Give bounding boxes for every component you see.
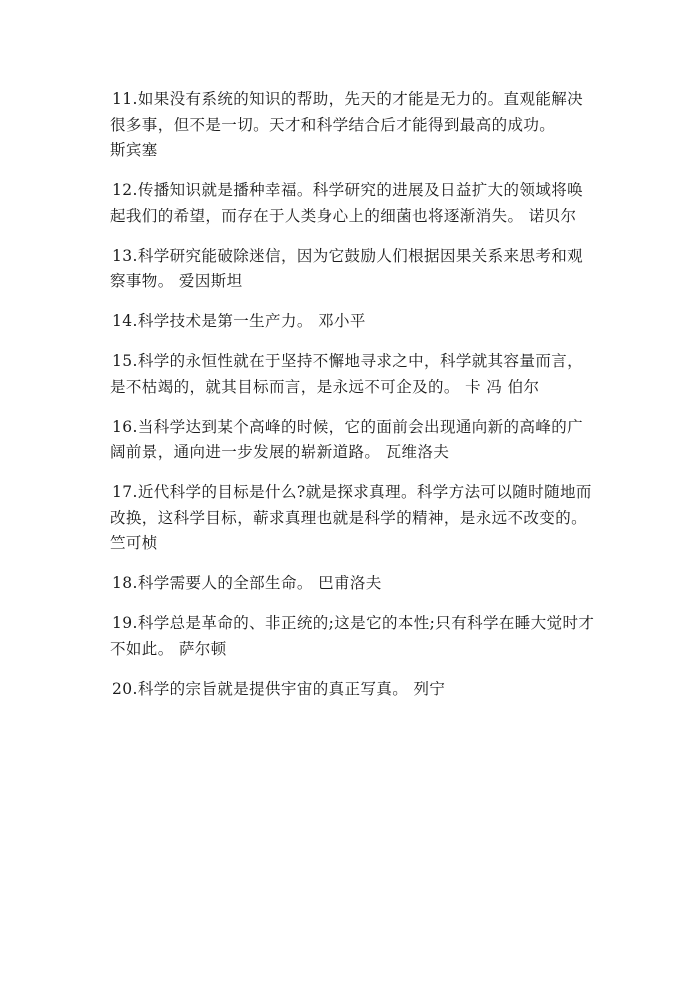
quote-item [110, 178, 595, 229]
quote-number: 18. [112, 574, 138, 592]
quote-author: 瓦维洛夫 [380, 443, 450, 461]
quote-item [110, 611, 595, 662]
quote-number: 12. [112, 181, 138, 199]
quote-author: 斯宾塞 [110, 141, 158, 159]
quote-text: 科学总是革命的、非正统的;这是它的本性;只有科学在睡大觉时才不如此。 [110, 614, 595, 658]
quote-number: 20. [112, 679, 138, 698]
quote-item [110, 415, 595, 466]
quote-author: 竺可桢 [110, 534, 158, 552]
quote-number: 17. [112, 483, 138, 501]
quote-text: 传播知识就是播种幸福。科学研究的进展及日益扩大的领域将唤起我们的希望，而存在于人类身心上的细菌也将逐渐消失。 [110, 181, 584, 225]
quote-author: 萨尔顿 [173, 639, 227, 658]
quote-number: 15. [112, 352, 138, 370]
quote-number: 11. [112, 90, 138, 108]
quote-text: 科学技术是第一生产力。 [137, 312, 313, 330]
quote-item [110, 349, 595, 400]
quote-author: 巴甫洛夫 [312, 574, 382, 592]
quote-author: 诺贝尔 [523, 206, 577, 225]
quote-author: 邓小平 [312, 312, 366, 330]
quote-text: 科学的永恒性就在于坚持不懈地寻求之中，科学就其容量而言，是不枯竭的，就其目标而言，是永远不可企及的。 [110, 352, 584, 396]
quote-item [110, 87, 595, 164]
quote-text: 科学的宗旨就是提供宇宙的真正写真。 [137, 679, 409, 698]
quote-text: 当科学达到某个高峰的时候，它的面前会出现通向新的高峰的广阔前景，通向进一步发展的崭新道路。 [110, 417, 584, 461]
quote-item [110, 480, 595, 557]
quote-item [110, 244, 595, 295]
quote-author: 爱因斯坦 [173, 272, 243, 290]
quote-text: 科学需要人的全部生命。 [137, 574, 313, 592]
quote-text: 近代科学的目标是什么?就是探求真理。科学方法可以随时随地而改换，这科学目标，蕲求真理也就是科学的精神，是永远不改变的。 [110, 483, 592, 527]
quote-text: 如果没有系统的知识的帮助，先天的才能是无力的。直观能解决很多事，但不是一切。天才和科学结合后才能得到最高的成功。 [110, 90, 584, 134]
document-page [110, 87, 595, 717]
quote-item [110, 309, 595, 335]
quote-number: 16. [112, 417, 138, 436]
quote-text: 科学研究能破除迷信，因为它鼓励人们根据因果关系来思考和观察事物。 [110, 246, 584, 290]
quote-number: 13. [112, 246, 138, 265]
quote-item [110, 677, 595, 703]
quote-item [110, 571, 595, 597]
quote-number: 19. [112, 614, 138, 632]
quote-author: 列宁 [408, 679, 446, 698]
quote-author: 卡 冯 伯尔 [459, 377, 540, 396]
quote-number: 14. [112, 312, 138, 330]
